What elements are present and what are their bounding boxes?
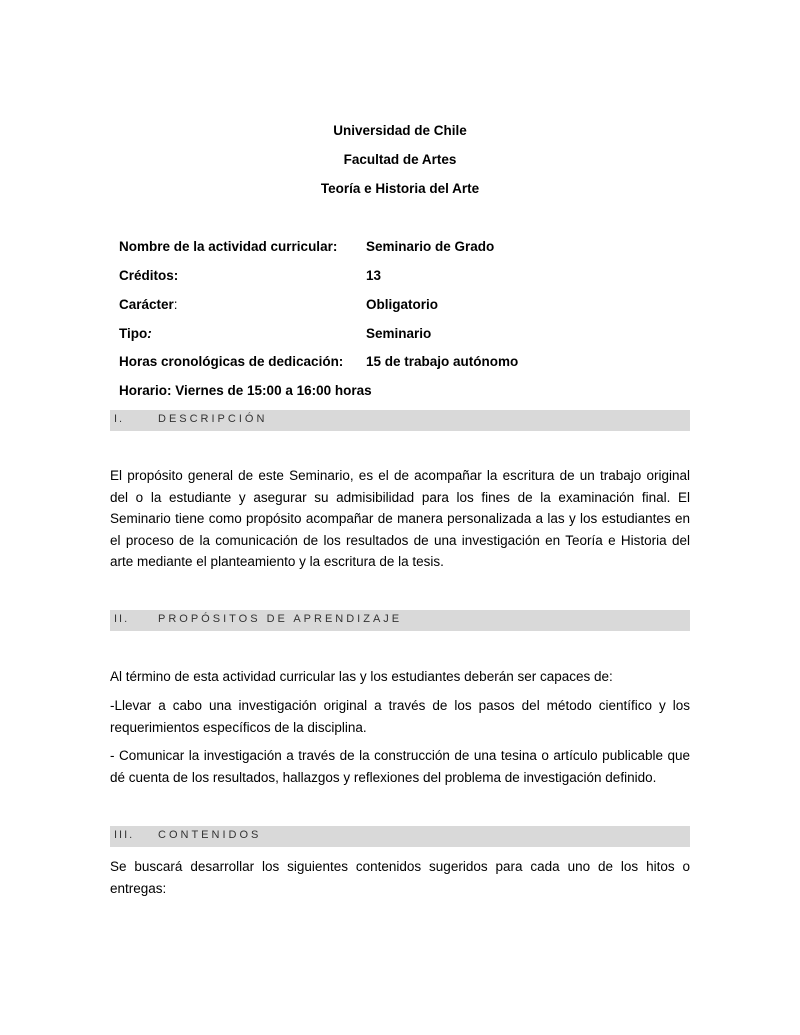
- propositos-intro: Al término de esta actividad curricular las y los estudiantes deberán ser capaces de:: [110, 669, 613, 684]
- section-title: DESCRIPCIÓN: [158, 413, 268, 425]
- caracter-label-wrap: [119, 296, 178, 314]
- caracter-colon: :: [173, 297, 178, 312]
- descripcion-paragraph: El propósito general de este Seminario, es el de acompañar la escritura de un trabajo original del o la estudiante y asegurar su admisibilidad para los fines de la examinación final. El Seminario tiene como propósito acompañar de manera personalizada a las y los estudiantes en el proceso de la comunicación de los resultados de una investigación en Teoría e Historia del arte mediante el planteamiento y la escritura de la tesis.: [110, 468, 690, 569]
- program-name: Teoría e Historia del Arte: [320, 181, 480, 196]
- section-number: I.: [114, 413, 125, 425]
- section-number: III.: [114, 829, 135, 841]
- tipo-colon: :: [147, 326, 152, 341]
- caracter-value: Obligatorio: [366, 297, 438, 312]
- caracter-label: Carácter: [119, 297, 174, 312]
- creditos-label: Créditos:: [119, 268, 179, 283]
- section-header-descripcion: [110, 410, 690, 431]
- contenidos-intro: Se buscará desarrollar los siguientes contenidos sugeridos para cada uno de los hitos o entregas:: [110, 859, 690, 896]
- section-header-contenidos: [110, 826, 690, 847]
- section-header-propositos: [110, 610, 690, 631]
- nombre-value: Seminario de Grado: [366, 239, 495, 254]
- section-title: PROPÓSITOS DE APRENDIZAJE: [158, 613, 403, 625]
- tipo-label-wrap: [119, 325, 152, 343]
- proposito-item-1: -Llevar a cabo una investigación original a través de los pasos del método científico y los requerimientos específicos de la disciplina.: [110, 698, 690, 735]
- horario-text: Horario: Viernes de 15:00 a 16:00 horas: [119, 383, 372, 398]
- faculty-name: Facultad de Artes: [343, 152, 457, 167]
- section-title: CONTENIDOS: [158, 829, 262, 841]
- horas-label: Horas cronológicas de dedicación:: [119, 354, 344, 369]
- creditos-value: 13: [366, 268, 382, 283]
- horas-value: 15 de trabajo autónomo: [366, 354, 519, 369]
- section-number: II.: [114, 613, 130, 625]
- proposito-item-2: - Comunicar la investigación a través de la construcción de una tesina o artículo publicable que dé cuenta de los resultados, hallazgos y reflexiones del problema de investigación definido.: [110, 748, 690, 785]
- tipo-label: Tipo: [119, 326, 148, 341]
- university-name: Universidad de Chile: [333, 123, 467, 138]
- nombre-label: Nombre de la actividad curricular:: [119, 239, 338, 254]
- tipo-value: Seminario: [366, 326, 432, 341]
